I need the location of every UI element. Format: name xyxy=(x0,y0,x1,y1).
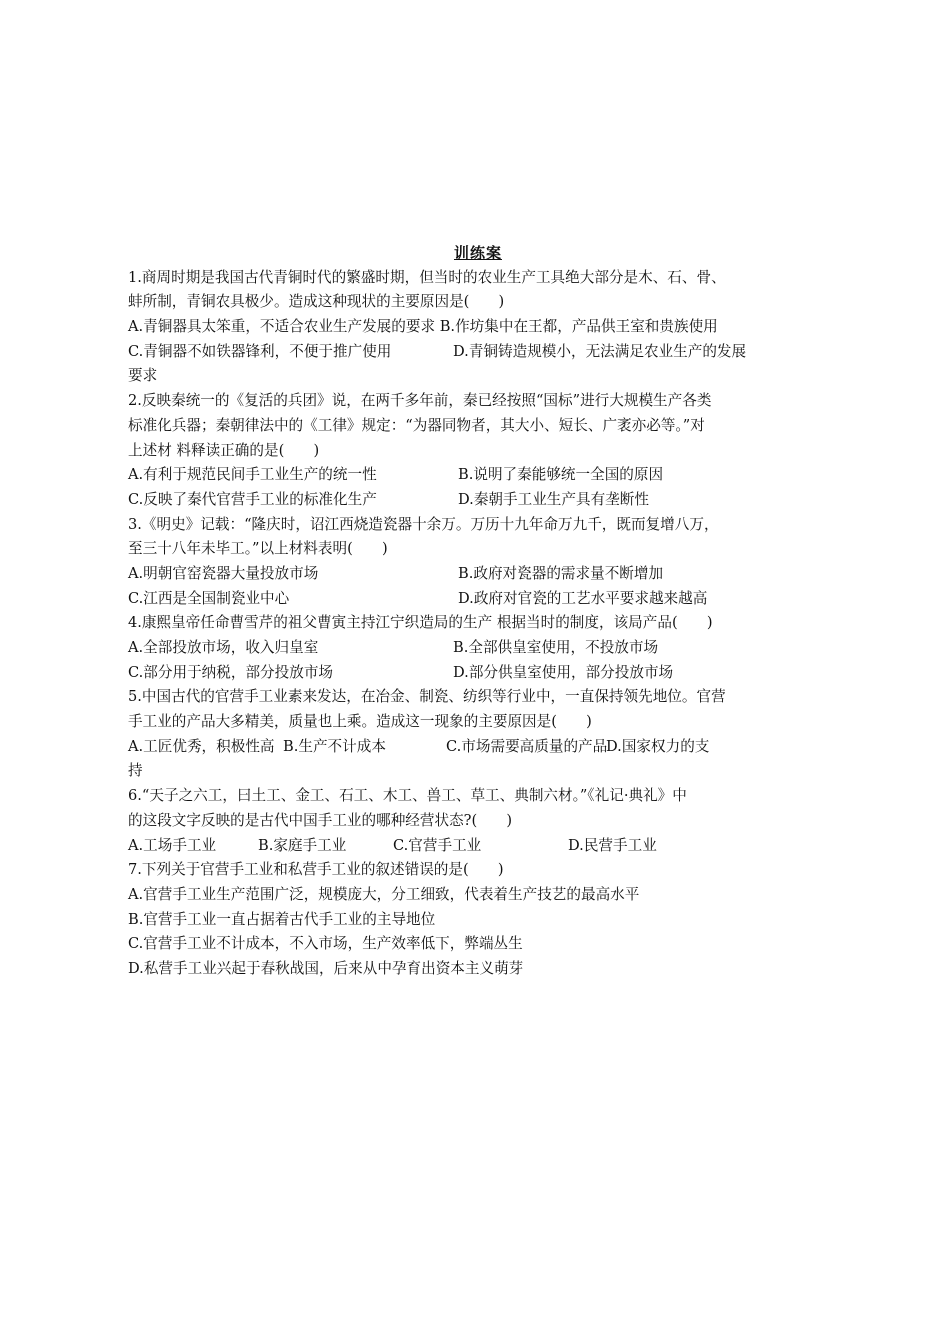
question-3-option-d: D.政府对官瓷的工艺水平要求越来越高 xyxy=(458,589,708,607)
question-2-option-d: D.秦朝手工业生产具有垄断性 xyxy=(458,490,649,508)
question-2 xyxy=(128,389,828,512)
question-6-stem-line-2: 的这段文字反映的是古代中国手工业的哪种经营状态?( ) xyxy=(128,811,513,829)
question-3-option-c: C.江西是全国制瓷业中心 xyxy=(128,589,290,607)
question-1-option-c: C.青铜器不如铁器锋利，不便于推广使用 xyxy=(128,342,392,360)
question-5-options xyxy=(128,735,828,760)
question-7 xyxy=(128,858,828,981)
question-5-stem-line-2: 手工业的产品大多精美，质量也上乘。造成这一现象的主要原因是( ) xyxy=(128,713,592,731)
question-4-option-a-b xyxy=(128,636,828,661)
question-1-option-d-continued: 要求 xyxy=(128,367,158,385)
question-7-option-b: B.官营手工业一直占据着古代手工业的主导地位 xyxy=(128,910,436,928)
question-1-stem-line-1: 1.商周时期是我国古代青铜时代的繁盛时期，但当时的农业生产工具绝大部分是木、石、骨、 xyxy=(128,268,726,286)
question-1 xyxy=(128,266,828,389)
question-5 xyxy=(128,685,828,784)
question-3-stem-line-1: 3.《明史》记载：“隆庆时，诏江西烧造瓷器十余万。万历十九年命万九千，既而复增八万， xyxy=(128,515,719,533)
worksheet-title: 训练案 xyxy=(453,244,502,262)
question-4-option-c: C.部分用于纳税，部分投放市场 xyxy=(128,663,334,681)
question-2-option-b: B.说明了秦能够统一全国的原因 xyxy=(458,466,664,484)
question-3 xyxy=(128,513,828,612)
question-4-option-b: B.全部供皇室使用，不投放市场 xyxy=(453,639,659,656)
question-7-stem-line-1: 7.下列关于官营手工业和私营手工业的叙述错误的是( ) xyxy=(128,861,504,879)
question-4-stem-line-1: 4.康熙皇帝任命曹雪芹的祖父曹寅主持江宁织造局的生产 根据当时的制度，该局产品( ) xyxy=(128,614,713,632)
question-6 xyxy=(128,784,828,858)
question-1-option-a: A.青铜器具太笨重，不适合农业生产发展的要求 xyxy=(128,318,436,336)
question-7-option-a: A.官营手工业生产范围广泛，规模庞大，分工细致，代表着生产技艺的最高水平 xyxy=(128,885,640,903)
question-7-option-c: C.官营手工业不计成本，不入市场，生产效率低下，弊端丛生 xyxy=(128,935,523,953)
question-5-option-a: A.工匠优秀，积极性高 xyxy=(128,737,275,755)
question-6-options xyxy=(128,834,828,859)
question-1-option-a-b xyxy=(128,315,828,340)
question-4 xyxy=(128,611,828,685)
question-5-option-d-continued: 持 xyxy=(128,762,143,780)
question-3-option-a: A.明朝官窑瓷器大量投放市场 xyxy=(128,564,319,582)
question-7-option-d: D.私营手工业兴起于春秋战国，后来从中孕育出资本主义萌芽 xyxy=(128,959,524,977)
question-3-option-a-b xyxy=(128,562,828,587)
question-6-stem-line-1: 6.“天子之六工，曰土工、金工、石工、木工、兽工、草工、典制六材。”《礼记·典礼》中 xyxy=(128,787,687,805)
question-2-option-a: A.有利于规范民间手工业生产的统一性 xyxy=(128,466,377,484)
question-6-option-b: B.家庭手工业 xyxy=(258,836,347,854)
question-6-option-d: D.民营手工业 xyxy=(568,836,657,854)
question-5-option-b: B.生产不计成本 xyxy=(283,737,386,755)
question-4-option-c-d xyxy=(128,661,828,686)
question-2-stem-line-3: 上述材 料释读正确的是( ) xyxy=(128,441,320,459)
question-2-option-a-b xyxy=(128,463,828,488)
question-2-stem-line-2: 标准化兵器；秦朝律法中的《工律》规定：“为器同物者，其大小、短长、广袤亦必等。”对 xyxy=(128,416,705,434)
question-1-option-c-d xyxy=(128,340,828,365)
worksheet xyxy=(128,241,828,982)
question-3-option-c-d xyxy=(128,587,828,612)
question-6-option-a: A.工场手工业 xyxy=(128,836,217,854)
question-5-stem-line-1: 5.中国古代的官营手工业素来发达，在冶金、制瓷、纺织等行业中，一直保持领先地位。官营 xyxy=(128,688,726,706)
question-5-option-c: C.市场需要高质量的产品 xyxy=(446,737,608,755)
question-2-option-c-d xyxy=(128,488,828,513)
question-6-option-c: C.官营手工业 xyxy=(393,836,482,854)
question-1-stem-line-2: 蚌所制，青铜农具极少。造成这种现状的主要原因是( ) xyxy=(128,293,505,311)
question-1-option-d: D.青铜铸造规模小，无法满足农业生产的发展 xyxy=(453,342,747,360)
question-3-option-b: B.政府对瓷器的需求量不断增加 xyxy=(458,564,664,582)
question-3-stem-line-2: 至三十八年未毕工。”以上材料表明( ) xyxy=(128,540,388,558)
question-2-stem-line-1: 2.反映秦统一的《复活的兵团》说，在两千多年前，秦已经按照“国标”进行大规模生产各类 xyxy=(128,392,712,410)
question-4-option-d: D.部分供皇室使用，部分投放市场 xyxy=(453,663,674,681)
question-1-option-b: B.作坊集中在王都，产品供王室和贵族使用 xyxy=(439,318,718,336)
question-2-option-c: C.反映了秦代官营手工业的标准化生产 xyxy=(128,490,377,508)
question-5-option-d: D.国家权力的支 xyxy=(606,737,710,755)
question-4-option-a: A.全部投放市场，收入归皇室 xyxy=(128,639,319,656)
